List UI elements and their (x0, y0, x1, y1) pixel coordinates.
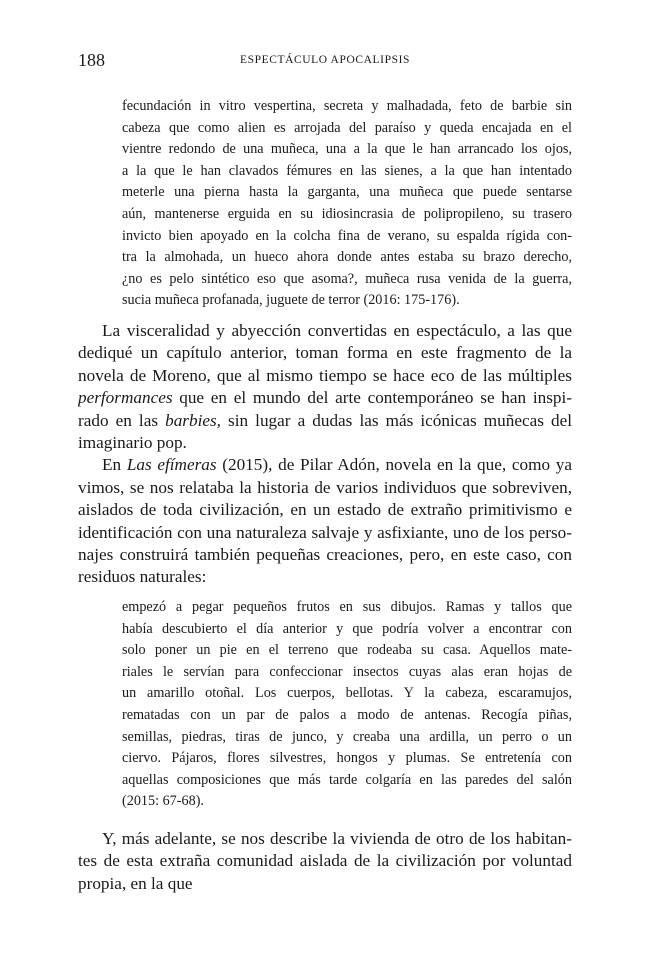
quote-2-line: (2015: 67-68). (122, 793, 204, 810)
paragraph-line (78, 410, 572, 432)
paragraph-line: najes construirá también pequeñas creaciones, pero, en este caso, con (78, 545, 572, 565)
quote-1-line: fecundación in vitro vespertina, secreta y malhadada, feto de barbie sin (122, 98, 572, 114)
paragraph-line: La visceralidad y abyección convertidas en espectáculo, a las que (102, 321, 572, 340)
paragraph-line: identificación con una naturaleza salvaje y asfixiante, uno de los perso- (78, 522, 572, 542)
quote-2-line: semillas, piedras, tiras de junco, y creaba una ardilla, un perro o un (122, 728, 572, 745)
body-section-1 (78, 320, 572, 589)
text-run: En (102, 455, 127, 475)
quote-1-line: vientre redondo de una muñeca, una a la que le han arrancado los ojos, (122, 141, 572, 158)
paragraph-line: aislados de toda civilización, en un estado de extraño primitivismo e (78, 500, 572, 520)
italic-title: Las efímeras (126, 455, 217, 475)
page-number: 188 (78, 50, 105, 70)
text-run: sin lugar a dudas las más icónicas muñecas del (220, 410, 572, 430)
quote-2-line: había descubierto el día anterior y que podría volver a encontrar con (122, 620, 572, 637)
paragraph-line: novela de Moreno, que al mismo tiempo se hace eco de las múltiples (78, 365, 572, 385)
paragraph-line: Y, más adelante, se nos describe la vivienda de otro de los habitan- (102, 829, 572, 848)
quote-2-line: riales le servían para confeccionar insectos cuyas alas eran hojas de (122, 663, 572, 680)
quote-1-line: ¿no es pelo sintético eso que asoma?, muñeca rusa venida de la guerra, (122, 270, 572, 287)
paragraph-line: vimos, se nos relataba la historia de varios individuos que sobreviven, (78, 477, 572, 497)
paragraph-2 (78, 454, 572, 588)
quote-2-line: rematadas con un par de palos a modo de antenas. Recogía piñas, (122, 706, 572, 723)
italic-term: performances (78, 388, 173, 408)
quote-1-line: aún, mantenerse erguida en su idiosincrasia de polipropileno, su trasero (122, 205, 572, 222)
quote-2-line: ciervo. Pájaros, flores silvestres, hongos y plumas. Se entretenía con (122, 750, 572, 767)
paragraph-line: residuos naturales: (78, 567, 207, 587)
quote-2-line: aquellas composiciones que más tarde colgaría en las paredes del salón (122, 771, 572, 788)
quote-1-line: invicto bien apoyado en la colcha fina de verano, su espalda rígida con- (122, 227, 572, 244)
text-run: (2015), de Pilar Adón, novela en la que, como ya (216, 455, 572, 475)
block-quote-1 (122, 96, 572, 312)
paragraph-1 (78, 320, 572, 454)
quote-2-line: empezó a pegar pequeños frutos en sus dibujos. Ramas y tallos que (122, 599, 572, 615)
paragraph-line: propia, en la que (78, 873, 193, 893)
block-quote-2 (122, 597, 572, 813)
quote-1-line: cabeza que como alien es arrojada del paraíso y queda encajada en el (122, 119, 572, 136)
running-head: ESPECTÁCULO APOCALIPSIS (239, 54, 411, 66)
quote-1-line: meterle una pierna hasta la garganta, una muñeca que puede sentarse (122, 184, 572, 201)
body-section-2 (78, 828, 572, 895)
paragraph-line: dediqué un capítulo anterior, toman forma en este fragmento de la (78, 343, 572, 363)
quote-1-line: tra la almohada, un hueco ahora donde antes estaba su brazo derecho, (122, 249, 572, 266)
paragraph-line (78, 454, 572, 476)
text-run: rado en las (78, 410, 166, 430)
paragraph-line (78, 387, 572, 409)
paragraph-line: imaginario pop. (78, 433, 187, 453)
paragraph-line: tes de esta extraña comunidad aislada de la civilización por voluntad (78, 851, 572, 871)
italic-term: barbies, (165, 410, 221, 430)
text-run: que en el mundo del arte contemporáneo se han inspi- (172, 388, 572, 408)
quote-2-line: un amarillo otoñal. Los cuerpos, bellotas. Y la cabeza, escaramujos, (122, 685, 572, 702)
quote-2-line: solo poner un pie en el terreno que rodeaba su casa. Aquellos mate- (122, 642, 572, 659)
quote-1-line: a la que le han clavados fémures en las sienes, a la que han intentado (122, 162, 572, 179)
quote-1-line: sucia muñeca profanada, juguete de terror (2016: 175-176). (122, 292, 460, 309)
